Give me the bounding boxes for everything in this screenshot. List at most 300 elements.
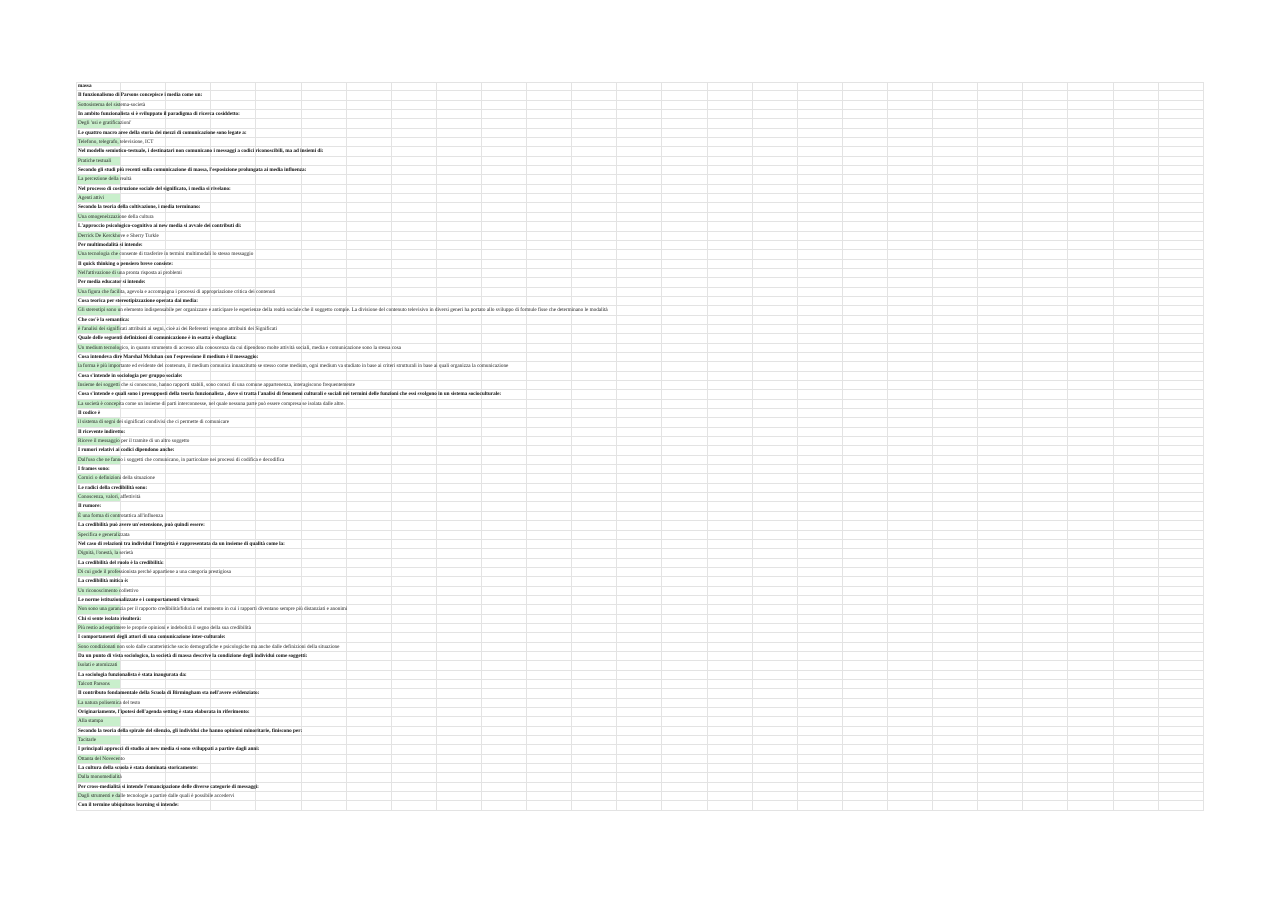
cell[interactable]	[347, 484, 392, 493]
cell[interactable]	[482, 297, 527, 306]
cell[interactable]	[1114, 605, 1159, 614]
cell[interactable]	[708, 129, 753, 138]
cell[interactable]	[1159, 194, 1204, 203]
cell[interactable]	[482, 260, 527, 269]
cell[interactable]	[798, 755, 843, 764]
cell[interactable]	[347, 241, 392, 250]
cell[interactable]	[798, 615, 843, 624]
cell[interactable]	[392, 559, 437, 568]
cell[interactable]	[888, 119, 933, 128]
cell[interactable]	[1159, 456, 1204, 465]
cell[interactable]	[1114, 652, 1159, 661]
cell[interactable]	[1068, 773, 1113, 782]
cell[interactable]	[121, 278, 166, 287]
cell[interactable]	[888, 577, 933, 586]
cell[interactable]	[1114, 456, 1159, 465]
cell[interactable]	[843, 82, 888, 91]
cell[interactable]	[1068, 493, 1113, 502]
cell[interactable]	[843, 689, 888, 698]
cell-a[interactable]	[76, 559, 121, 568]
cell[interactable]	[572, 559, 617, 568]
cell[interactable]	[256, 138, 301, 147]
cell[interactable]	[121, 353, 166, 362]
cell[interactable]	[1114, 157, 1159, 166]
cell[interactable]	[753, 680, 798, 689]
cell[interactable]	[572, 232, 617, 241]
cell[interactable]	[617, 119, 662, 128]
cell-a[interactable]	[76, 671, 121, 680]
cell[interactable]	[302, 203, 347, 212]
cell[interactable]	[1159, 680, 1204, 689]
cell[interactable]	[843, 437, 888, 446]
cell[interactable]	[256, 222, 301, 231]
cell[interactable]	[256, 512, 301, 521]
cell[interactable]	[572, 624, 617, 633]
cell[interactable]	[256, 596, 301, 605]
cell[interactable]	[1114, 708, 1159, 717]
cell[interactable]	[753, 400, 798, 409]
cell[interactable]	[437, 157, 482, 166]
cell[interactable]	[527, 493, 572, 502]
cell[interactable]	[211, 727, 256, 736]
cell[interactable]	[527, 502, 572, 511]
cell[interactable]	[617, 521, 662, 530]
cell[interactable]	[1023, 652, 1068, 661]
cell[interactable]	[1114, 484, 1159, 493]
cell[interactable]	[572, 381, 617, 390]
cell[interactable]	[437, 91, 482, 100]
cell[interactable]	[1068, 101, 1113, 110]
cell[interactable]	[482, 531, 527, 540]
cell[interactable]	[798, 801, 843, 810]
cell[interactable]	[437, 353, 482, 362]
cell[interactable]	[1159, 521, 1204, 530]
cell[interactable]	[753, 643, 798, 652]
cell[interactable]	[527, 661, 572, 670]
cell[interactable]	[753, 390, 798, 399]
cell[interactable]	[1159, 615, 1204, 624]
cell[interactable]	[843, 493, 888, 502]
cell[interactable]	[211, 269, 256, 278]
cell[interactable]	[211, 241, 256, 250]
cell[interactable]	[798, 745, 843, 754]
cell[interactable]	[302, 119, 347, 128]
cell[interactable]	[798, 521, 843, 530]
cell[interactable]	[166, 680, 211, 689]
cell[interactable]	[933, 643, 978, 652]
cell[interactable]	[798, 456, 843, 465]
cell[interactable]	[888, 222, 933, 231]
cell[interactable]	[798, 185, 843, 194]
cell[interactable]	[1068, 502, 1113, 511]
cell[interactable]	[978, 605, 1023, 614]
cell[interactable]	[437, 577, 482, 586]
cell[interactable]	[708, 278, 753, 287]
cell[interactable]	[211, 166, 256, 175]
cell[interactable]	[572, 325, 617, 334]
cell[interactable]	[1159, 372, 1204, 381]
cell[interactable]	[978, 446, 1023, 455]
cell[interactable]	[1068, 521, 1113, 530]
cell[interactable]	[527, 717, 572, 726]
cell[interactable]	[527, 119, 572, 128]
cell[interactable]	[302, 166, 347, 175]
cell[interactable]	[1159, 736, 1204, 745]
cell[interactable]	[888, 512, 933, 521]
cell[interactable]	[1114, 689, 1159, 698]
cell[interactable]	[1068, 605, 1113, 614]
cell[interactable]	[753, 446, 798, 455]
cell[interactable]	[527, 260, 572, 269]
cell[interactable]	[978, 418, 1023, 427]
cell[interactable]	[1068, 297, 1113, 306]
cell[interactable]	[888, 531, 933, 540]
cell[interactable]	[843, 222, 888, 231]
cell[interactable]	[888, 755, 933, 764]
cell[interactable]	[572, 241, 617, 250]
cell[interactable]	[572, 587, 617, 596]
cell[interactable]	[302, 334, 347, 343]
cell[interactable]	[211, 316, 256, 325]
cell[interactable]	[978, 531, 1023, 540]
cell[interactable]	[572, 147, 617, 156]
cell-a[interactable]	[76, 344, 121, 353]
cell[interactable]	[347, 278, 392, 287]
cell[interactable]	[527, 316, 572, 325]
cell[interactable]	[978, 559, 1023, 568]
cell[interactable]	[121, 175, 166, 184]
cell[interactable]	[1159, 297, 1204, 306]
cell[interactable]	[617, 745, 662, 754]
cell[interactable]	[1114, 568, 1159, 577]
cell[interactable]	[753, 110, 798, 119]
cell[interactable]	[978, 390, 1023, 399]
cell[interactable]	[527, 531, 572, 540]
cell[interactable]	[437, 362, 482, 371]
cell[interactable]	[482, 465, 527, 474]
cell[interactable]	[1023, 596, 1068, 605]
cell[interactable]	[256, 652, 301, 661]
cell[interactable]	[843, 175, 888, 184]
cell[interactable]	[166, 661, 211, 670]
cell[interactable]	[888, 568, 933, 577]
cell[interactable]	[482, 577, 527, 586]
cell[interactable]	[662, 138, 707, 147]
cell[interactable]	[708, 502, 753, 511]
cell[interactable]	[121, 138, 166, 147]
cell[interactable]	[1068, 717, 1113, 726]
cell[interactable]	[166, 727, 211, 736]
cell[interactable]	[1159, 783, 1204, 792]
cell[interactable]	[843, 708, 888, 717]
cell[interactable]	[617, 717, 662, 726]
cell[interactable]	[482, 222, 527, 231]
cell[interactable]	[482, 147, 527, 156]
cell[interactable]	[256, 372, 301, 381]
cell[interactable]	[708, 680, 753, 689]
cell[interactable]	[798, 699, 843, 708]
cell[interactable]	[933, 633, 978, 642]
cell[interactable]	[347, 624, 392, 633]
cell[interactable]	[1068, 577, 1113, 586]
cell[interactable]	[843, 344, 888, 353]
cell[interactable]	[437, 773, 482, 782]
cell[interactable]	[1068, 465, 1113, 474]
cell[interactable]	[843, 549, 888, 558]
cell[interactable]	[753, 269, 798, 278]
cell[interactable]	[1023, 250, 1068, 259]
cell[interactable]	[121, 250, 166, 259]
cell[interactable]	[888, 101, 933, 110]
cell[interactable]	[843, 185, 888, 194]
cell[interactable]	[166, 194, 211, 203]
cell[interactable]	[482, 764, 527, 773]
cell[interactable]	[978, 213, 1023, 222]
cell[interactable]	[1023, 736, 1068, 745]
cell[interactable]	[843, 138, 888, 147]
cell[interactable]	[978, 465, 1023, 474]
cell[interactable]	[662, 446, 707, 455]
cell[interactable]	[708, 456, 753, 465]
cell[interactable]	[166, 577, 211, 586]
cell[interactable]	[482, 596, 527, 605]
cell[interactable]	[798, 577, 843, 586]
cell[interactable]	[798, 783, 843, 792]
cell[interactable]	[798, 119, 843, 128]
cell[interactable]	[617, 232, 662, 241]
cell[interactable]	[347, 549, 392, 558]
cell[interactable]	[708, 661, 753, 670]
cell[interactable]	[527, 699, 572, 708]
cell[interactable]	[978, 680, 1023, 689]
cell[interactable]	[437, 446, 482, 455]
cell[interactable]	[978, 783, 1023, 792]
cell[interactable]	[933, 727, 978, 736]
cell[interactable]	[843, 269, 888, 278]
cell[interactable]	[166, 175, 211, 184]
cell[interactable]	[121, 624, 166, 633]
cell[interactable]	[617, 222, 662, 231]
cell-a[interactable]	[76, 110, 121, 119]
cell[interactable]	[121, 372, 166, 381]
cell[interactable]	[121, 643, 166, 652]
cell[interactable]	[753, 241, 798, 250]
cell-a[interactable]	[76, 549, 121, 558]
cell[interactable]	[211, 465, 256, 474]
cell[interactable]	[798, 269, 843, 278]
cell[interactable]	[527, 615, 572, 624]
cell[interactable]	[256, 344, 301, 353]
cell[interactable]	[617, 157, 662, 166]
cell[interactable]	[121, 194, 166, 203]
cell[interactable]	[1114, 736, 1159, 745]
cell[interactable]	[933, 521, 978, 530]
cell[interactable]	[392, 288, 437, 297]
cell[interactable]	[302, 316, 347, 325]
cell[interactable]	[256, 549, 301, 558]
cell[interactable]	[1023, 531, 1068, 540]
cell[interactable]	[527, 465, 572, 474]
cell[interactable]	[933, 82, 978, 91]
cell[interactable]	[978, 157, 1023, 166]
cell[interactable]	[617, 531, 662, 540]
cell[interactable]	[121, 428, 166, 437]
cell[interactable]	[437, 119, 482, 128]
cell[interactable]	[482, 615, 527, 624]
cell[interactable]	[888, 390, 933, 399]
cell[interactable]	[256, 474, 301, 483]
cell[interactable]	[1068, 269, 1113, 278]
cell[interactable]	[256, 736, 301, 745]
cell[interactable]	[1068, 334, 1113, 343]
cell[interactable]	[482, 129, 527, 138]
cell[interactable]	[166, 615, 211, 624]
cell[interactable]	[302, 175, 347, 184]
cell[interactable]	[347, 334, 392, 343]
cell[interactable]	[1023, 316, 1068, 325]
cell[interactable]	[527, 390, 572, 399]
cell[interactable]	[1114, 661, 1159, 670]
cell[interactable]	[617, 577, 662, 586]
cell[interactable]	[302, 736, 347, 745]
cell[interactable]	[527, 801, 572, 810]
cell[interactable]	[572, 643, 617, 652]
cell[interactable]	[527, 129, 572, 138]
cell[interactable]	[211, 773, 256, 782]
cell[interactable]	[527, 559, 572, 568]
cell[interactable]	[662, 372, 707, 381]
cell[interactable]	[302, 559, 347, 568]
cell[interactable]	[753, 736, 798, 745]
cell[interactable]	[1159, 605, 1204, 614]
cell[interactable]	[482, 428, 527, 437]
cell[interactable]	[527, 400, 572, 409]
cell[interactable]	[978, 755, 1023, 764]
cell[interactable]	[798, 437, 843, 446]
cell[interactable]	[1023, 119, 1068, 128]
cell[interactable]	[437, 596, 482, 605]
cell[interactable]	[888, 344, 933, 353]
cell[interactable]	[166, 484, 211, 493]
cell[interactable]	[527, 138, 572, 147]
cell[interactable]	[1023, 521, 1068, 530]
cell[interactable]	[347, 232, 392, 241]
cell[interactable]	[166, 185, 211, 194]
cell[interactable]	[121, 129, 166, 138]
cell[interactable]	[347, 596, 392, 605]
cell[interactable]	[753, 652, 798, 661]
cell[interactable]	[1159, 381, 1204, 390]
cell[interactable]	[302, 157, 347, 166]
cell[interactable]	[572, 288, 617, 297]
cell[interactable]	[753, 91, 798, 100]
cell[interactable]	[753, 512, 798, 521]
cell[interactable]	[1159, 531, 1204, 540]
cell[interactable]	[1068, 288, 1113, 297]
cell[interactable]	[437, 783, 482, 792]
cell[interactable]	[708, 381, 753, 390]
cell[interactable]	[437, 306, 482, 315]
cell[interactable]	[392, 269, 437, 278]
cell[interactable]	[843, 147, 888, 156]
cell[interactable]	[1114, 409, 1159, 418]
cell[interactable]	[978, 456, 1023, 465]
cell[interactable]	[662, 736, 707, 745]
cell[interactable]	[347, 418, 392, 427]
cell[interactable]	[302, 531, 347, 540]
cell[interactable]	[1023, 213, 1068, 222]
cell[interactable]	[572, 437, 617, 446]
cell[interactable]	[166, 596, 211, 605]
cell[interactable]	[392, 671, 437, 680]
cell[interactable]	[753, 587, 798, 596]
cell[interactable]	[572, 783, 617, 792]
cell[interactable]	[662, 194, 707, 203]
cell[interactable]	[1068, 540, 1113, 549]
cell[interactable]	[933, 801, 978, 810]
cell[interactable]	[572, 465, 617, 474]
cell[interactable]	[888, 689, 933, 698]
cell[interactable]	[1023, 727, 1068, 736]
cell[interactable]	[256, 671, 301, 680]
cell[interactable]	[392, 101, 437, 110]
cell[interactable]	[708, 624, 753, 633]
cell[interactable]	[1159, 549, 1204, 558]
cell[interactable]	[302, 624, 347, 633]
cell[interactable]	[211, 801, 256, 810]
cell[interactable]	[166, 493, 211, 502]
cell[interactable]	[617, 587, 662, 596]
cell[interactable]	[753, 334, 798, 343]
cell[interactable]	[753, 577, 798, 586]
cell[interactable]	[527, 372, 572, 381]
cell[interactable]	[482, 409, 527, 418]
cell[interactable]	[437, 175, 482, 184]
cell[interactable]	[617, 390, 662, 399]
cell[interactable]	[572, 568, 617, 577]
cell[interactable]	[933, 736, 978, 745]
cell[interactable]	[392, 801, 437, 810]
cell[interactable]	[708, 783, 753, 792]
cell[interactable]	[121, 390, 166, 399]
cell[interactable]	[256, 624, 301, 633]
cell[interactable]	[211, 409, 256, 418]
cell[interactable]	[662, 185, 707, 194]
cell[interactable]	[1114, 437, 1159, 446]
cell[interactable]	[1159, 764, 1204, 773]
cell[interactable]	[617, 755, 662, 764]
cell[interactable]	[302, 418, 347, 427]
cell[interactable]	[211, 222, 256, 231]
cell[interactable]	[978, 671, 1023, 680]
cell[interactable]	[572, 531, 617, 540]
cell[interactable]	[256, 82, 301, 91]
cell[interactable]	[256, 521, 301, 530]
cell[interactable]	[933, 708, 978, 717]
cell[interactable]	[978, 502, 1023, 511]
cell-a[interactable]	[76, 736, 121, 745]
cell[interactable]	[256, 119, 301, 128]
cell[interactable]	[1159, 624, 1204, 633]
cell[interactable]	[302, 633, 347, 642]
cell[interactable]	[256, 175, 301, 184]
cell[interactable]	[166, 82, 211, 91]
cell[interactable]	[978, 484, 1023, 493]
cell[interactable]	[392, 353, 437, 362]
cell[interactable]	[256, 643, 301, 652]
cell[interactable]	[1023, 512, 1068, 521]
cell[interactable]	[392, 531, 437, 540]
